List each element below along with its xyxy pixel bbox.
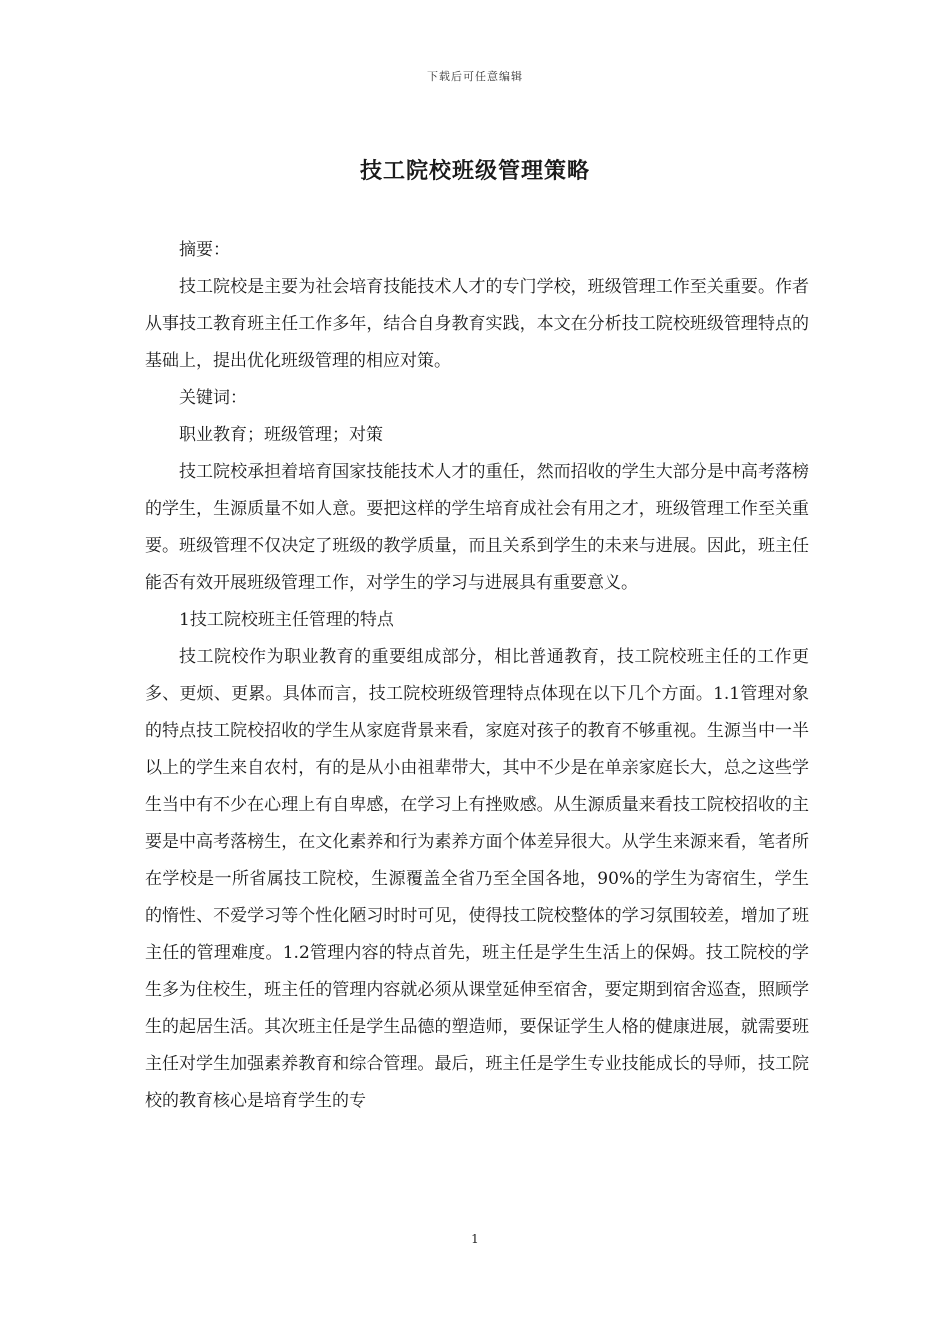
section-heading: 1技工院校班主任管理的特点 — [179, 610, 394, 630]
body-paragraph: 技工院校作为职业教育的重要组成部分，相比普通教育，技工院校班主任的工作更多、更烦、更累。具体而言，技工院校班级管理特点体现在以下几个方面。1.1管理对象的特点技工院校招收的学生从家庭背景来看，家庭对孩子的教育不够重视。生源当中一半以上的学生来自农村，有的是从小由祖辈带大，其中不少是在单亲家庭长大，总之这些学生当中有不少在心理上有自卑感，在学习上有挫败感。从生源质量来看技工院校招收的主要是中高考落榜生，在文化素养和行为素养方面个体差异很大。从学生来源来看，笔者所在学校是一所省属技工院校，生源覆盖全省乃至全国各地，90%的学生为寄宿生，学生的惰性、不爱学习等个性化陋习时时可见，使得技工院校整体的学习氛围较差，增加了班主任的管理难度。1.2管理内容的特点首先，班主任是学生生活上的保姆。技工院校的学生多为住校生，班主任的管理内容就必须从课堂延伸至宿舍，要定期到宿舍巡查，照顾学生的起居生活。其次班主任是学生品德的塑造师，要保证学生人格的健康进展，就需要班主任对学生加强素养教育和综合管理。最后，班主任是学生专业技能成长的导师，技工院校的教育核心是培育学生的专 — [145, 647, 809, 1111]
body-paragraph: 技工院校承担着培育国家技能技术人才的重任，然而招收的学生大部分是中高考落榜的学生，生源质量不如人意。要把这样的学生培育成社会有用之才，班级管理工作至关重要。班级管理不仅决定了班级的教学质量，而且关系到学生的未来与进展。因此，班主任能否有效开展班级管理工作，对学生的学习与进展具有重要意义。 — [145, 462, 809, 593]
keywords-text: 职业教育；班级管理；对策 — [179, 425, 383, 445]
abstract-paragraph: 技工院校是主要为社会培育技能技术人才的专门学校，班级管理工作至关重要。作者从事技工教育班主任工作多年，结合自身教育实践，本文在分析技工院校班级管理特点的基础上，提出优化班级管理的相应对策。 — [145, 277, 809, 371]
page-number: 1 — [471, 1232, 479, 1246]
keywords-label: 关键词： — [179, 388, 247, 408]
header-note: 下载后可任意编辑 — [427, 70, 523, 83]
document-title: 技工院校班级管理策略 — [359, 158, 590, 184]
abstract-label: 摘要： — [179, 240, 230, 260]
document-body — [145, 232, 809, 1120]
